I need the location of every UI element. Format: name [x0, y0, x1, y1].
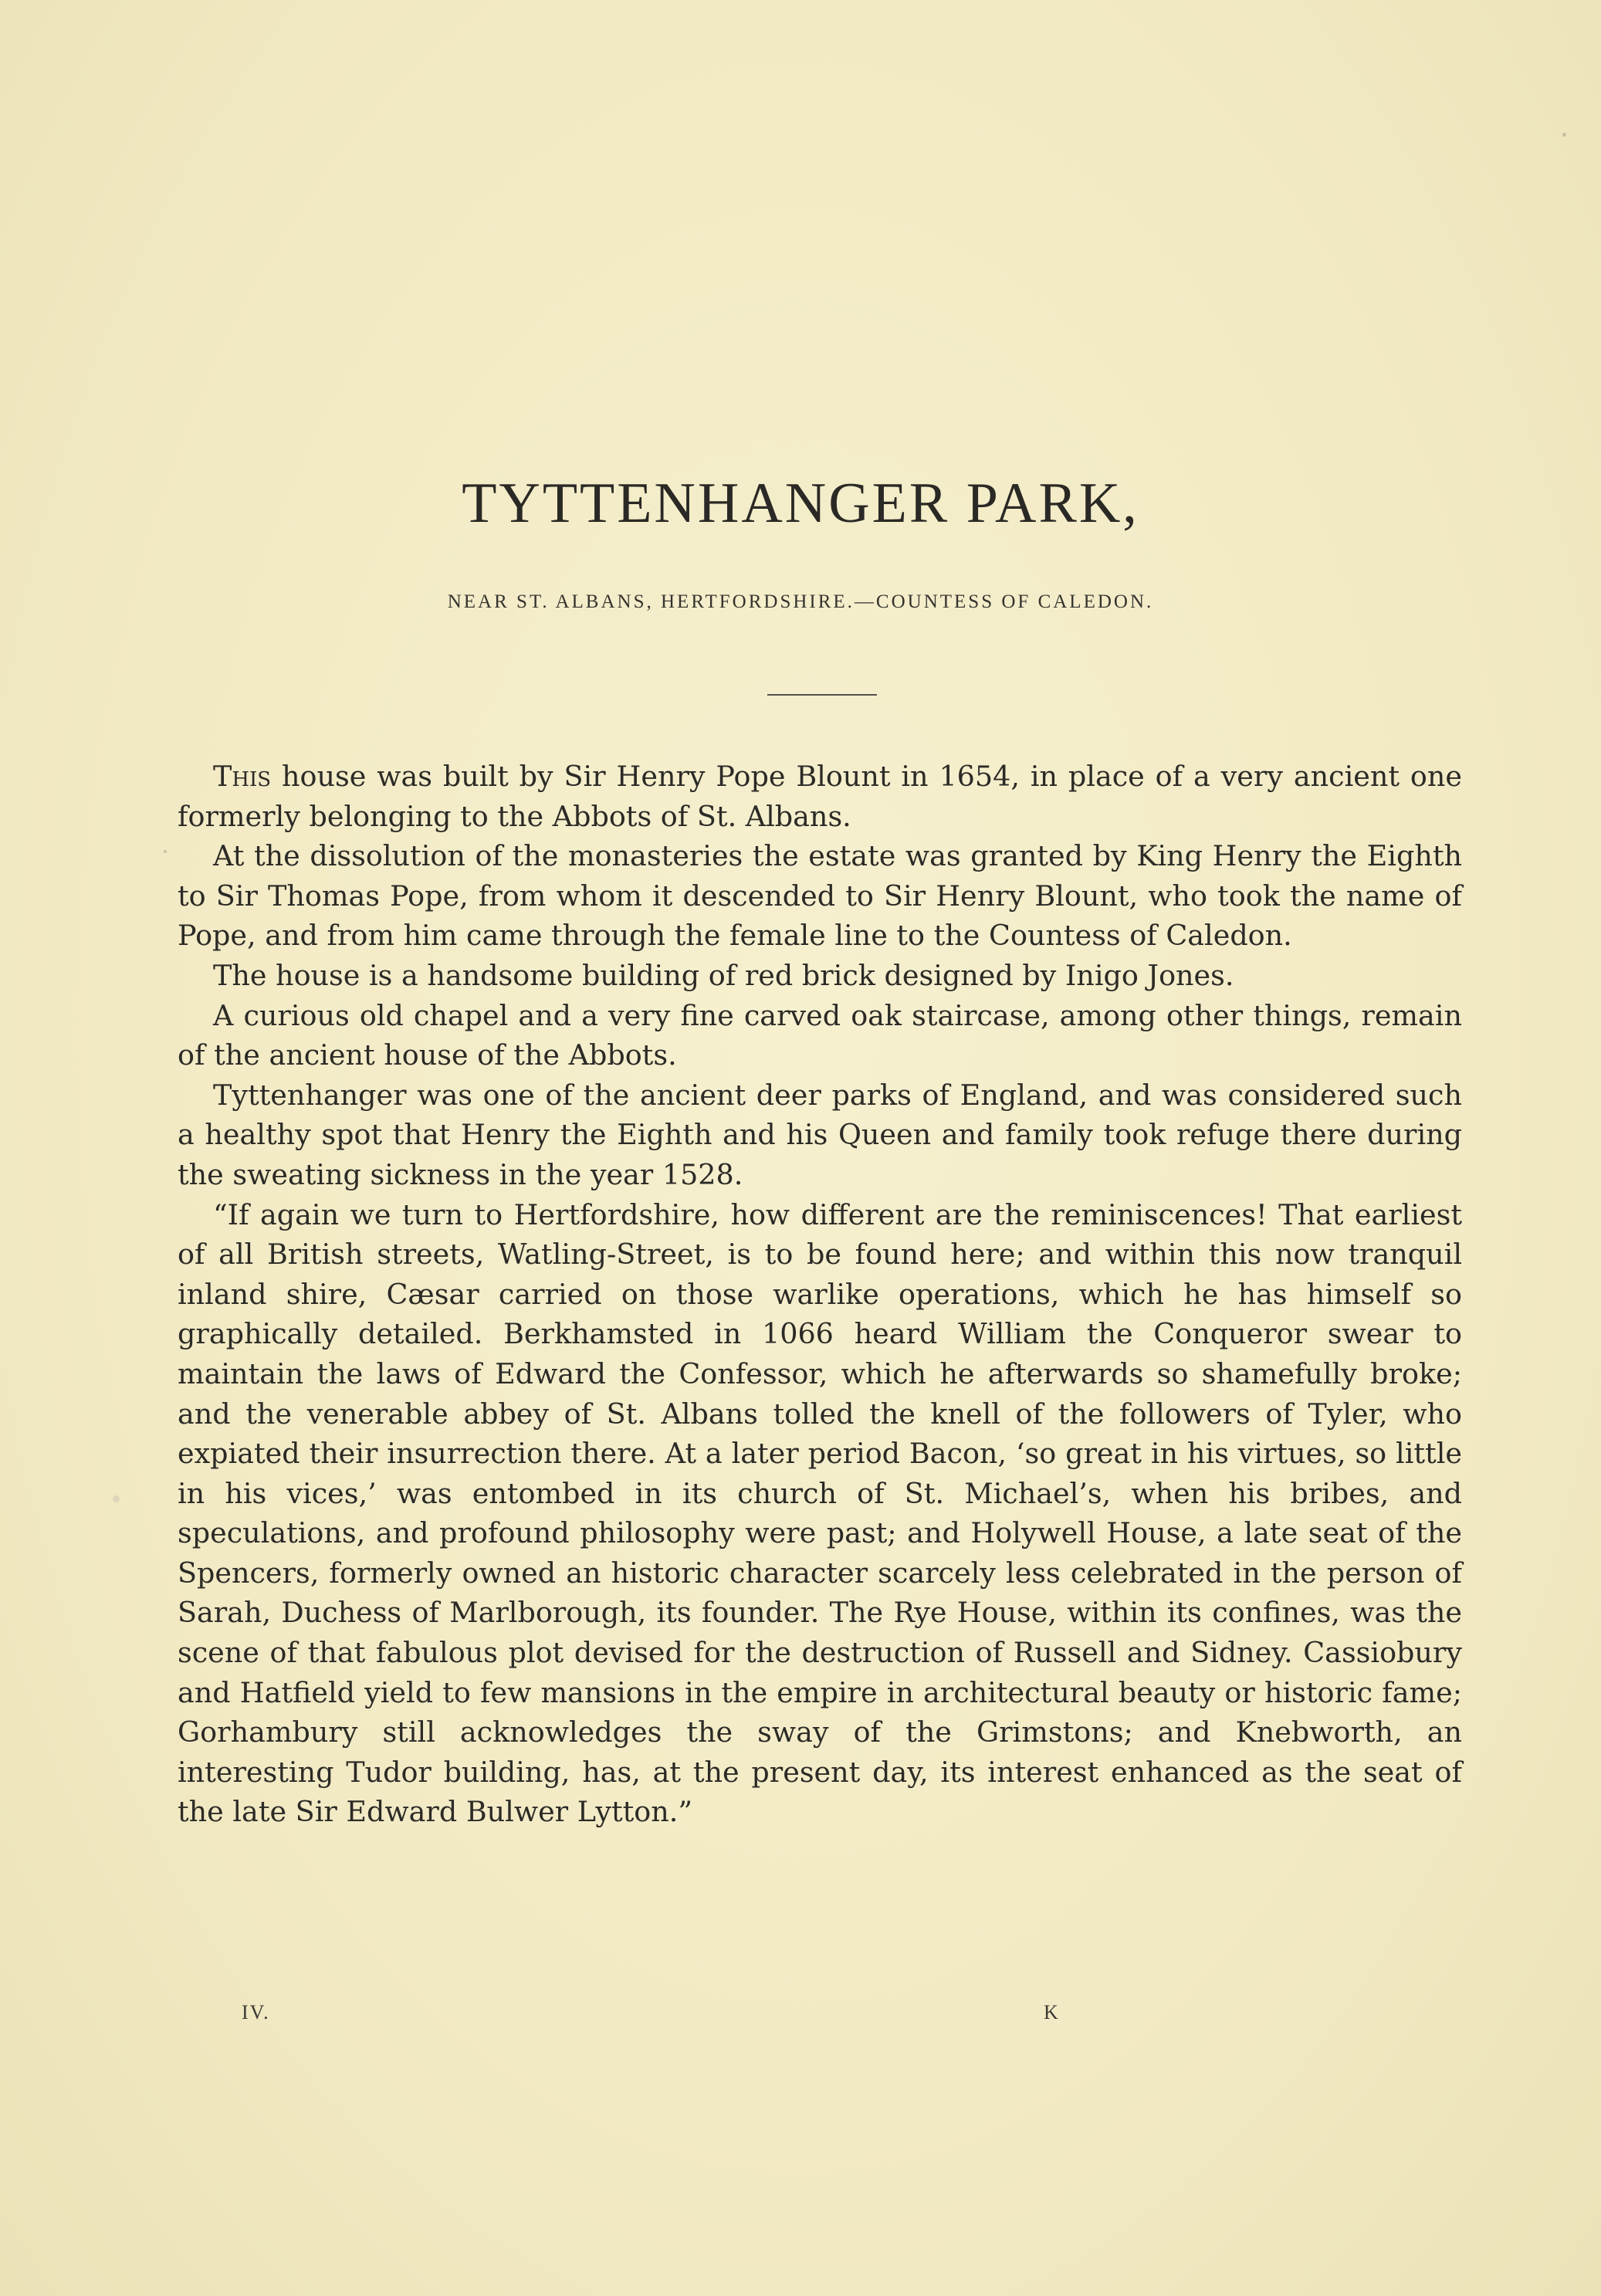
paragraph	[178, 757, 1462, 836]
paper-speck	[113, 1495, 120, 1502]
paragraph-text: The house is a handsome building of red brick designed by Inigo Jones.	[213, 958, 1234, 992]
body-text	[178, 757, 1462, 1832]
paragraph-text: At the dissolution of the monasteries the estate was granted by King Henry the Eighth to Sir Thomas Pope, from whom it descended to Sir Henry Blount, who took the name of Pope, and from him came through the female line to the Countess of Caledon.	[178, 839, 1462, 953]
paragraph-text: house was built by Sir Henry Pope Blount in 1654, in place of a very ancient one formerly belonging to the Abbots of St. Albans.	[178, 760, 1462, 833]
paragraph-text: A curious old chapel and a very fine carved oak staircase, among other things, remain of the ancient house of the Abbots.	[178, 998, 1462, 1072]
volume-number: IV.	[242, 2001, 270, 2023]
paragraph	[178, 1075, 1462, 1195]
paragraph-text: “If again we turn to Hertfordshire, how different are the reminiscences! That earliest of all British streets, Watling-Street, is to be found here; and within this now tranquil inland shire, Cæsar carried on those warlike operations, which he has himself so graphically detailed. Berkhamsted in 1066 heard William the Conqueror swear to maintain the laws of Edward the Confessor, which he afterwards so shamefully broke; and the venerable abbey of St. Albans tolled the knell of the followers of Tyler, who expiated their insurrection there. At a later period Bacon, ‘so great in his virtues, so little in his vices,’ was entombed in its church of St. Michael’s, when his bribes, and speculations, and profound philosophy were past; and Holywell House, a late seat of the Spencers, formerly owned an historic character scarcely less celebrated in the person of Sarah, Duchess of Marlborough, its founder. The Rye House, within its confines, was the scene of that fabulous plot devised for the destruction of Russell and Sidney. Cassiobury and Hatfield yield to few mansions in the empire in architectural beauty or historic fame; Gorhambury still acknowledges the sway of the Grimstons; and Knebworth, an interesting Tudor building, has, at the present day, its interest enhanced as the seat of the late Sir Edward Bulwer Lytton.”	[178, 1197, 1462, 1829]
paragraph	[178, 996, 1462, 1075]
paragraph-lead-word: This	[213, 760, 272, 793]
signature-mark: K	[1044, 2001, 1060, 2023]
title-divider-rule	[767, 694, 877, 696]
page-subtitle: NEAR ST. ALBANS, HERTFORDSHIRE.—COUNTESS OF CALEDON.	[447, 591, 1154, 612]
paragraph	[178, 836, 1462, 956]
paper-speck	[1562, 133, 1566, 137]
paragraph	[178, 1195, 1462, 1833]
page-title: TYTTENHANGER PARK,	[462, 472, 1139, 535]
paragraph	[178, 956, 1462, 996]
paper-speck	[164, 850, 167, 853]
paragraph-text: Tyttenhanger was one of the ancient deer parks of England, and was considered such a healthy spot that Henry the Eighth and his Queen and family took refuge there during the sweating sickness in the year 1528.	[178, 1078, 1462, 1191]
